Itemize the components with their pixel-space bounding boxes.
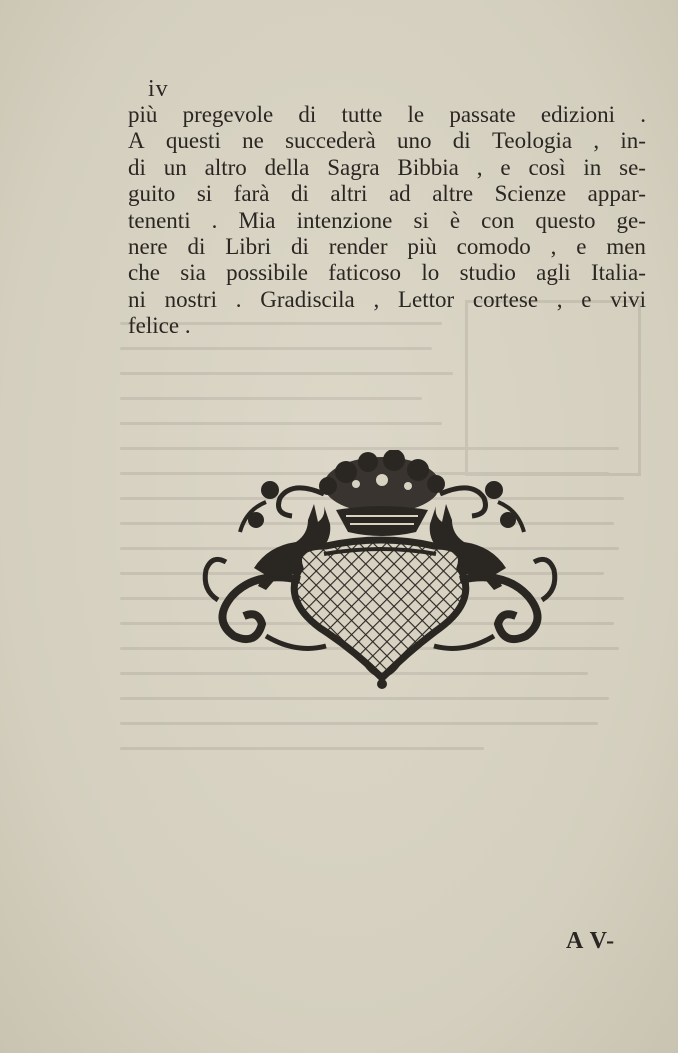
word: in (583, 154, 602, 180)
text-line (128, 287, 646, 313)
word: . (211, 207, 218, 233)
word: altro (204, 154, 247, 180)
word: , (550, 234, 557, 260)
word: e (500, 154, 511, 180)
word: men (606, 234, 646, 260)
word: comodo (456, 234, 531, 260)
word: render (328, 234, 388, 260)
text-line (128, 208, 646, 234)
word: Gradiscila (260, 286, 355, 312)
word: guito (128, 181, 176, 207)
word: più (128, 102, 158, 127)
word: . (235, 286, 242, 312)
word: si (413, 207, 429, 233)
word: di (128, 154, 146, 180)
word: altri (330, 181, 368, 207)
word: e (576, 234, 587, 260)
word: , (556, 286, 563, 312)
text-line (128, 155, 646, 181)
body-paragraph (128, 102, 646, 340)
word: , (373, 286, 380, 312)
word: che (128, 260, 160, 286)
word: nostri (164, 286, 218, 312)
word: e (581, 286, 592, 312)
word: Teologia (491, 128, 573, 154)
word: della (264, 154, 310, 180)
word: così (528, 154, 566, 180)
word: Bibbia (397, 154, 459, 180)
word: faticoso (328, 260, 402, 286)
text-line (128, 181, 646, 207)
page-number: iv (148, 76, 169, 102)
word: cortese (472, 286, 539, 312)
word: Mia (238, 207, 276, 233)
word: Libri (225, 234, 272, 260)
text-line (128, 128, 646, 154)
word: tutte (341, 102, 383, 127)
word: vivi (610, 286, 646, 312)
word: altre (432, 181, 474, 207)
word: di (452, 128, 471, 154)
word: nere (128, 234, 168, 260)
word: uno (397, 128, 432, 154)
floral-vignette-with-hares-icon (196, 450, 564, 690)
word: pregevole (182, 102, 274, 127)
word: più (407, 234, 437, 260)
word: questo (535, 207, 596, 233)
word: , (593, 128, 600, 154)
word: un (163, 154, 187, 180)
word: , (476, 154, 483, 180)
word: ni (128, 286, 146, 312)
word: con (481, 207, 515, 233)
word: di (298, 102, 317, 127)
word: possibile (226, 260, 308, 286)
word: sia (180, 260, 206, 286)
text-line (128, 234, 646, 260)
word: Sagra (327, 154, 380, 180)
word: agli (536, 260, 571, 286)
text-line (128, 102, 646, 128)
word: in- (620, 128, 646, 154)
word: passate (449, 102, 516, 127)
word: se- (619, 154, 646, 180)
word: . (640, 102, 646, 127)
word: lo (421, 260, 440, 286)
word: questi (165, 128, 221, 154)
word: Lettor (397, 286, 455, 312)
word: di (291, 234, 309, 260)
text-line: felice . (128, 313, 191, 339)
word: farà (233, 181, 270, 207)
word: edizioni (540, 102, 616, 127)
word: intenzione (296, 207, 393, 233)
word: di (187, 234, 206, 260)
word: succederà (285, 128, 376, 154)
word: Scienze (494, 181, 567, 207)
word: appar- (587, 181, 646, 207)
word: le (407, 102, 425, 127)
word: tenenti (128, 207, 191, 233)
text-line (128, 260, 646, 286)
word: di (290, 181, 309, 207)
word: studio (459, 260, 516, 286)
word: ad (388, 181, 411, 207)
word: ne (242, 128, 264, 154)
word: si (196, 181, 213, 207)
catchword: A V- (566, 928, 616, 954)
word: Italia- (591, 260, 646, 286)
word: è (449, 207, 461, 233)
word: ge- (616, 207, 646, 233)
word: A (128, 128, 145, 154)
